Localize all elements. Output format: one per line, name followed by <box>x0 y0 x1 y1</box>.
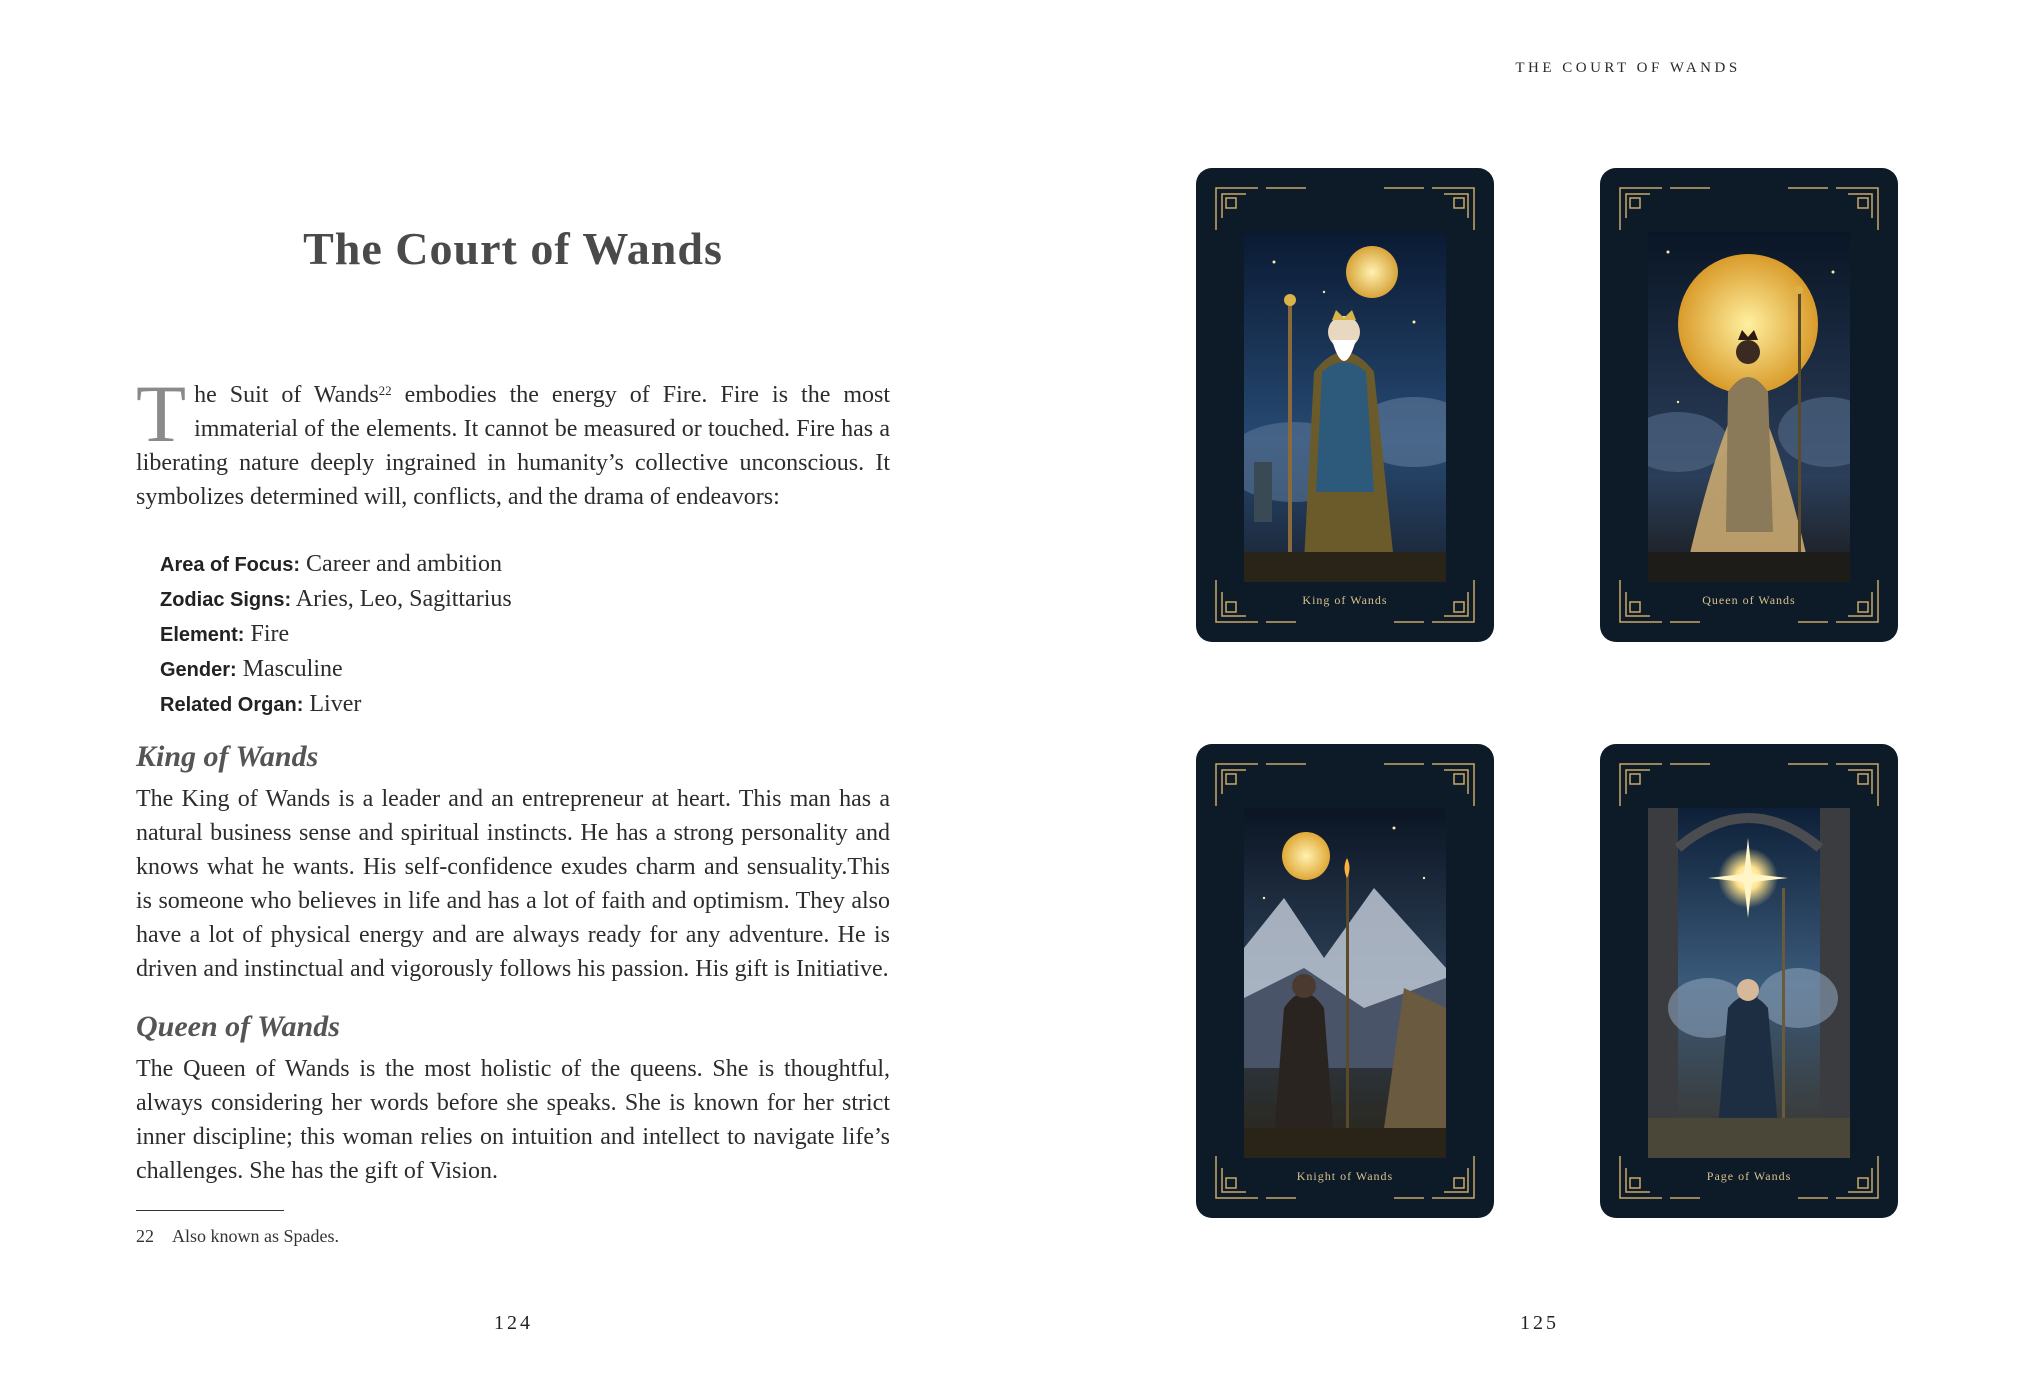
suit-properties <box>160 547 760 722</box>
section-heading-king: King of Wands <box>136 740 319 773</box>
property-area-of-focus <box>160 547 760 582</box>
property-zodiac-signs <box>160 582 760 617</box>
property-label: Element: <box>160 624 245 646</box>
intro-paragraph <box>136 368 891 514</box>
card-queen-of-wands[interactable] <box>1600 168 1898 642</box>
property-related-organ <box>160 687 760 722</box>
page-number-left: 124 <box>494 1312 533 1334</box>
card-frame-ornament <box>1600 168 1898 642</box>
section-text-queen: The Queen of Wands is the most holistic of the queens. She is thoughtful, always considering her words before she speaks. She is known for her strict inner discipline; this woman relies on intuition and intellect to navigate life’s challenges. She has the gift of Vision. <box>136 1056 890 1184</box>
property-value: Fire <box>244 621 290 647</box>
card-name-label: Page of Wands <box>1706 1169 1792 1183</box>
footnote-number: 22 <box>136 1226 154 1246</box>
section-heading-queen: Queen of Wands <box>136 1010 340 1043</box>
section-text-king: The King of Wands is a leader and an entrepreneur at heart. This man has a natural business sense and spiritual instincts. He has a strong personality and knows what he wants. His self-confidence exudes charm and sensuality.This is someone who believes in life and has a lot of faith and optimism. They also have a lot of physical energy and are always ready for any adventure. He is driven and instinctual and vigorously follows his passion. His gift is Initiative. <box>136 786 890 982</box>
card-name-label: Queen of Wands <box>1702 593 1796 607</box>
property-label: Gender: <box>160 659 237 681</box>
property-value: Masculine <box>236 656 343 682</box>
drop-cap: T <box>136 368 187 459</box>
footnote-divider <box>136 1210 284 1211</box>
footnote-reference[interactable]: 22 <box>378 383 392 398</box>
property-element <box>160 617 760 652</box>
footnote <box>136 1226 339 1247</box>
chapter-title: The Court of Wands <box>303 223 723 274</box>
footnote-text: Also known as Spades. <box>172 1226 339 1246</box>
running-head: THE COURT OF WANDS <box>1515 60 1741 76</box>
property-value: Aries, Leo, Sagittarius <box>291 586 512 612</box>
right-page <box>1018 0 2036 1400</box>
property-label: Zodiac Signs: <box>160 589 292 611</box>
card-frame-ornament <box>1196 168 1494 642</box>
card-frame-ornament <box>1600 744 1898 1218</box>
property-label: Area of Focus: <box>160 554 301 576</box>
card-name-label: King of Wands <box>1302 593 1388 607</box>
property-value: Career and ambition <box>300 551 502 577</box>
card-page-of-wands[interactable] <box>1600 744 1898 1218</box>
card-frame-ornament <box>1196 744 1494 1218</box>
page-number-right: 125 <box>1520 1312 1559 1334</box>
intro-first-part: he Suit of Wands <box>194 382 379 408</box>
property-label: Related Organ: <box>160 694 304 716</box>
property-value: Liver <box>303 691 362 717</box>
card-name-label: Knight of Wands <box>1296 1169 1394 1183</box>
intro-rest: embodies the energy of Fire. Fire is the most immaterial of the elements. It cannot be measured or touched. Fire has a liberating nature deeply ingrained in humanity’s collective unconscious. It symbolizes determined will, conflicts, and the drama of endeavors: <box>136 382 891 510</box>
property-gender <box>160 652 760 687</box>
card-knight-of-wands[interactable] <box>1196 744 1494 1218</box>
card-king-of-wands[interactable] <box>1196 168 1494 642</box>
